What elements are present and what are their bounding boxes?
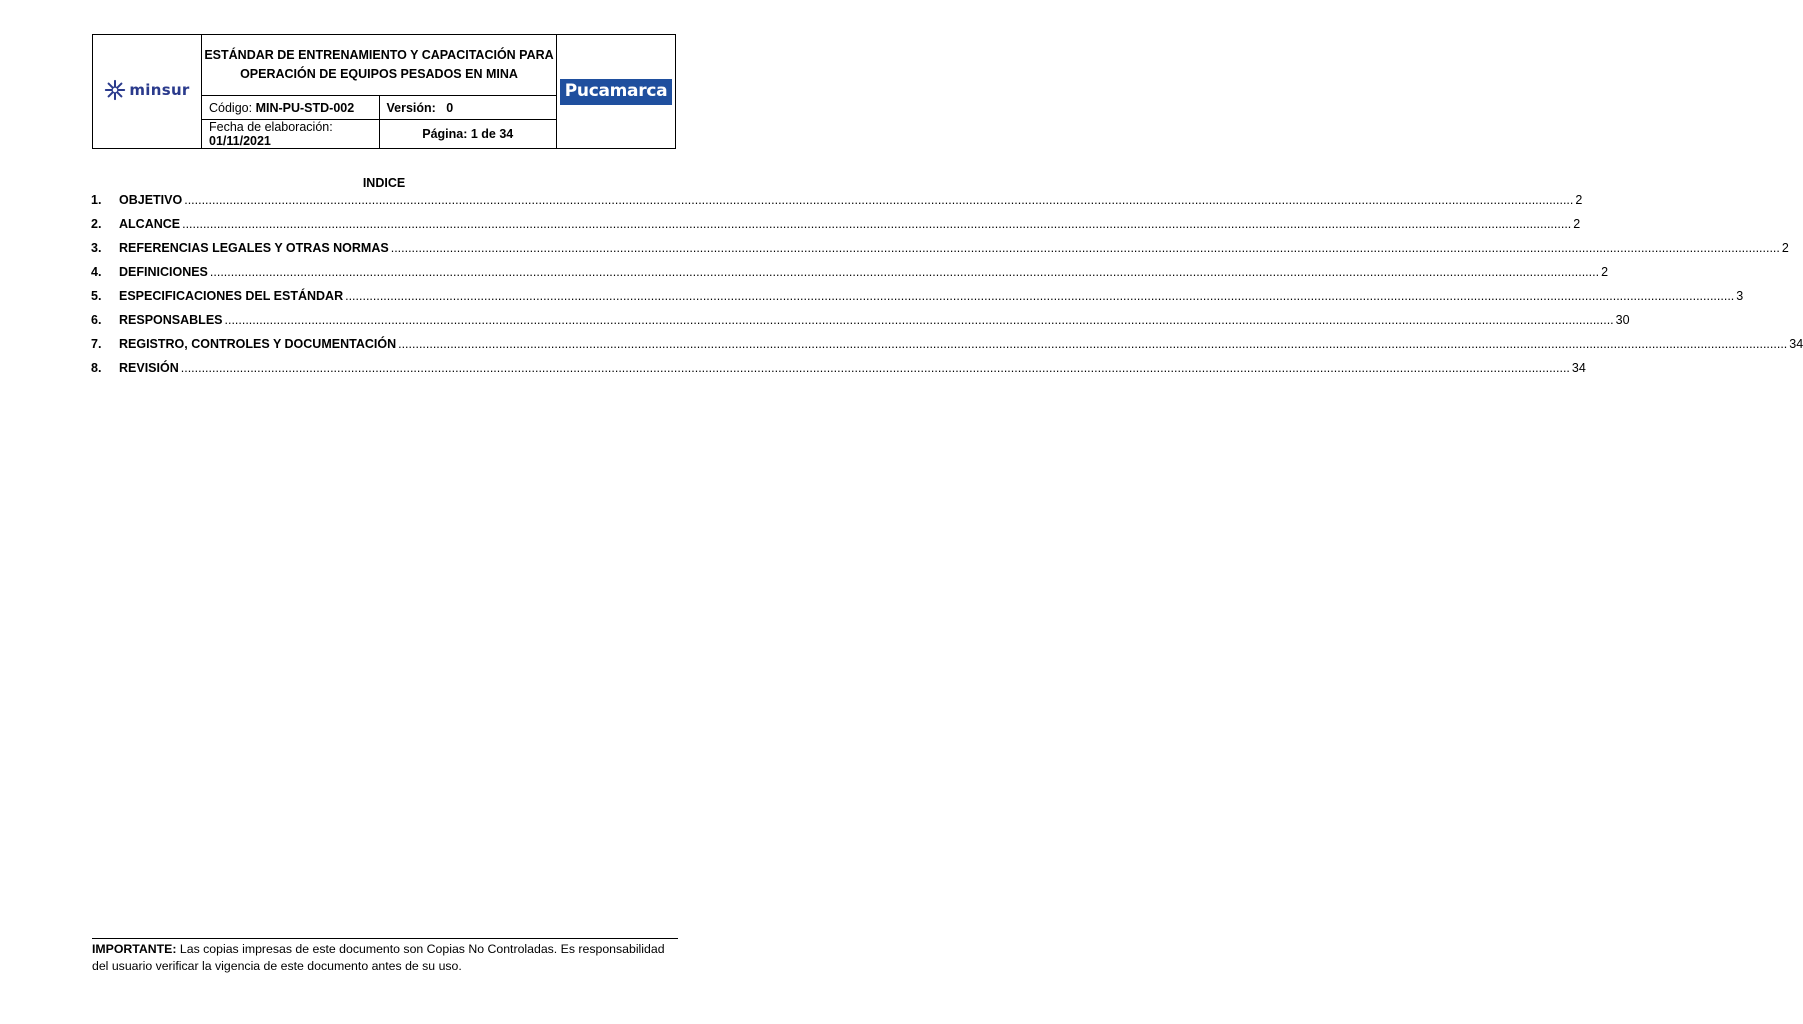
minsur-logo-text: minsur	[129, 81, 190, 99]
pucamarca-logo: Pucamarca	[560, 79, 673, 105]
toc-entry-page: 30	[1615, 313, 1630, 327]
toc-entry[interactable]	[91, 240, 1789, 264]
toc-entry-number: 2.	[91, 217, 102, 231]
toc-dot-leader: ................................................................................................................................................................................................................................................................................................................................................................................................................	[398, 337, 1788, 351]
toc-entry-page: 34	[1571, 361, 1586, 375]
version-label: Versión:	[386, 100, 436, 115]
toc-entry-page: 2	[1573, 217, 1581, 231]
toc-dot-leader: ................................................................................................................................................................................................................................................................................................................................................................................................................	[209, 265, 1600, 279]
toc-entry-number: 8.	[91, 361, 102, 375]
toc-entry-page: 2	[1781, 241, 1789, 255]
toc-entry-number: 1.	[91, 193, 102, 207]
toc-entry-label: ALCANCE	[119, 217, 181, 231]
toc-entry-label: OBJETIVO	[119, 193, 183, 207]
toc-entry[interactable]	[91, 312, 1630, 336]
toc-entry[interactable]	[91, 360, 1586, 384]
toc-entry-label: REFERENCIAS LEGALES Y OTRAS NORMAS	[119, 241, 389, 255]
footer-notice	[92, 938, 678, 975]
toc-entry[interactable]	[91, 216, 1581, 240]
toc-dot-leader: ................................................................................................................................................................................................................................................................................................................................................................................................................	[345, 289, 1735, 303]
toc-dot-leader: ................................................................................................................................................................................................................................................................................................................................................................................................................	[180, 361, 1570, 375]
toc-entry-label: DEFINICIONES	[119, 265, 208, 279]
codigo-value: MIN-PU-STD-002	[255, 100, 355, 115]
toc-entry[interactable]	[91, 336, 1803, 360]
index-title: INDICE	[362, 176, 406, 190]
toc-entry-label: RESPONSABLES	[119, 313, 223, 327]
toc-dot-leader: ................................................................................................................................................................................................................................................................................................................................................................................................................	[224, 313, 1614, 327]
toc-entry-page: 2	[1575, 193, 1583, 207]
toc-entry-number: 3.	[91, 241, 102, 255]
toc-entry[interactable]	[91, 288, 1744, 312]
important-label: IMPORTANTE:	[92, 942, 177, 956]
version-cell	[379, 96, 557, 120]
minsur-logo	[104, 79, 189, 101]
document-header	[92, 34, 676, 149]
codigo-cell	[202, 96, 380, 120]
table-of-contents	[91, 192, 1803, 384]
toc-entry-label: REVISIÓN	[119, 361, 179, 375]
toc-dot-leader: ................................................................................................................................................................................................................................................................................................................................................................................................................	[184, 193, 1574, 207]
toc-entry-page: 2	[1601, 265, 1609, 279]
version-value: 0	[446, 100, 454, 115]
toc-dot-leader: ................................................................................................................................................................................................................................................................................................................................................................................................................	[182, 217, 1572, 231]
toc-entry[interactable]	[91, 192, 1583, 216]
fecha-label: Fecha de elaboración:	[209, 120, 333, 134]
toc-entry[interactable]	[91, 264, 1609, 288]
pagina-text: Página: 1 de 34	[422, 127, 514, 141]
fecha-value: 01/11/2021	[209, 134, 271, 148]
minsur-symbol-icon	[104, 79, 126, 101]
toc-entry-page: 3	[1736, 289, 1744, 303]
important-text: Las copias impresas de este documento son Copias No Controladas. Es responsabilidad del usuario verificar la vigencia de este documento antes de su uso.	[92, 942, 665, 973]
pagina-cell	[379, 120, 557, 149]
toc-entry-label: REGISTRO, CONTROLES Y DOCUMENTACIÓN	[119, 337, 397, 351]
toc-entry-number: 4.	[91, 265, 102, 279]
toc-dot-leader: ................................................................................................................................................................................................................................................................................................................................................................................................................	[390, 241, 1780, 255]
toc-entry-number: 5.	[91, 289, 102, 303]
codigo-label: Código:	[209, 100, 253, 115]
toc-entry-number: 6.	[91, 313, 102, 327]
toc-entry-number: 7.	[91, 337, 102, 351]
fecha-cell	[202, 120, 380, 149]
toc-entry-page: 34	[1789, 337, 1803, 351]
minsur-logo-cell	[93, 35, 202, 149]
document-title: ESTÁNDAR DE ENTRENAMIENTO Y CAPACITACIÓN PARA OPERACIÓN DE EQUIPOS PESADOS EN MINA	[202, 35, 557, 96]
pucamarca-logo-cell	[557, 35, 676, 149]
toc-entry-label: ESPECIFICACIONES DEL ESTÁNDAR	[119, 289, 344, 303]
